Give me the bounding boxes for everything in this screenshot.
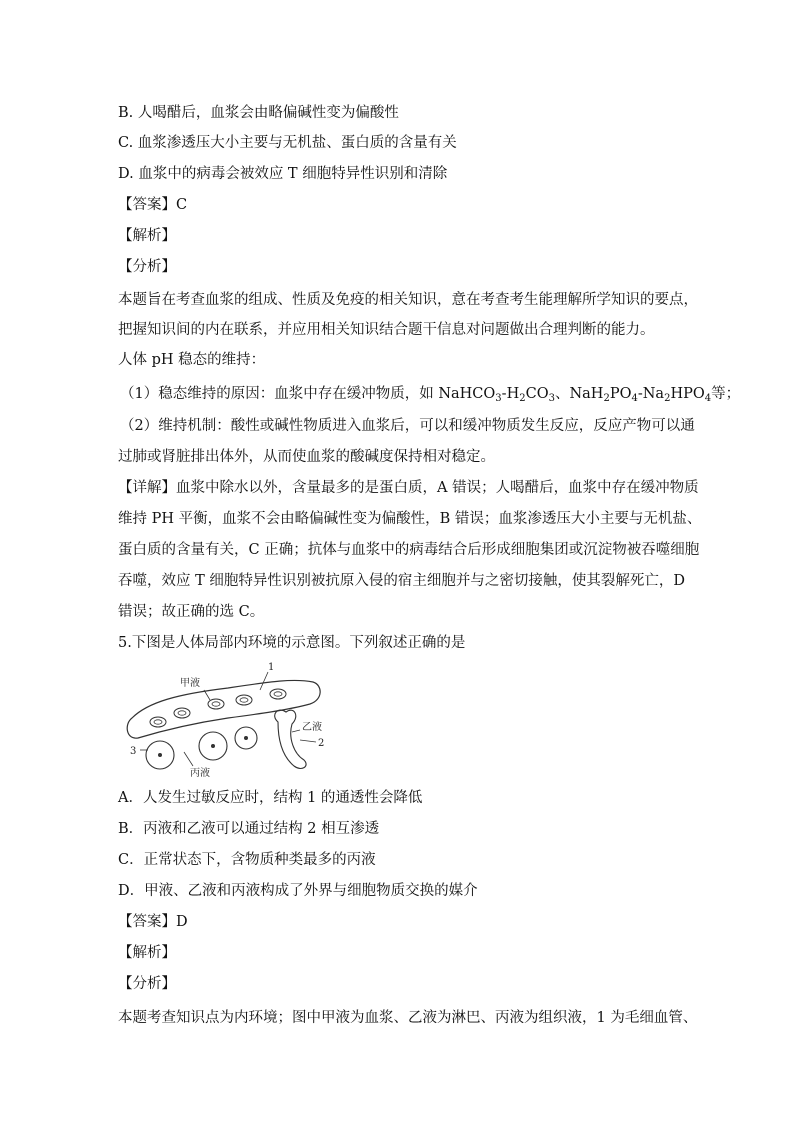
detail-line-3: 蛋白质的含量有关，C 正确；抗体与血浆中的病毒结合后形成细胞集团或沉淀物被吞噬细胞 <box>118 542 700 558</box>
buffer-line: （1）稳态维持的原因：血浆中存在缓冲物质，如 $NaHCO_3-H_2CO_3$、$NaH_2PO_4-Na_2HPO_4$等； <box>120 386 741 404</box>
question-5-stem: 5.下图是人体局部内环境的示意图。下列叙述正确的是 <box>118 635 466 651</box>
mechanism-line-2: 过肺或肾脏排出体外，从而使血浆的酸碱度保持相对稳定。 <box>118 449 495 465</box>
q5-option-d: D．甲液、乙液和丙液构成了外界与细胞物质交换的媒介 <box>118 883 478 899</box>
internal-environment-diagram <box>118 660 348 780</box>
detail-line-5: 错误；故正确的选 C。 <box>118 604 265 620</box>
label-2: 2 <box>318 738 325 749</box>
label-jia: 甲液 <box>180 678 200 689</box>
label-1: 1 <box>268 662 275 673</box>
detail-line-2: 维持 PH 平衡，血浆不会由略偏碱性变为偏酸性，B 错误；血浆渗透压大小主要与无机盐、 <box>118 511 702 527</box>
analysis-heading: 【解析】 <box>118 228 176 244</box>
mechanism-line-1: （2）维持机制：酸性或碱性物质进入血浆后，可以和缓冲物质发生反应，反应产物可以通 <box>120 418 695 434</box>
detail-line-1: 【详解】血浆中除水以外，含量最多的是蛋白质，A 错误；人喝醋后，血浆中存在缓冲物质 <box>118 480 699 496</box>
option-b: B. 人喝醋后，血浆会由略偏碱性变为偏酸性 <box>118 105 399 121</box>
answer-label: 【答案】C <box>118 197 188 213</box>
label-bing: 丙液 <box>190 768 210 779</box>
q5-analysis-paragraph: 本题考查知识点为内环境；图中甲液为血浆、乙液为淋巴、丙液为组织液，1 为毛细血管、 <box>118 1010 698 1026</box>
option-c: C. 血浆渗透压大小主要与无机盐、蛋白质的含量有关 <box>118 135 457 151</box>
analysis-paragraph-1: 本题旨在考查血浆的组成、性质及免疫的相关知识，意在考查考生能理解所学知识的要点， <box>118 292 698 308</box>
label-3: 3 <box>130 746 137 757</box>
q5-option-b: B．丙液和乙液可以通过结构 2 相互渗透 <box>118 821 380 837</box>
q5-answer: 【答案】D <box>118 914 188 930</box>
analysis-subheading: 【分析】 <box>118 259 176 275</box>
ph-heading: 人体 pH 稳态的维持： <box>118 352 266 368</box>
detail-line-4: 吞噬，效应 T 细胞特异性识别被抗原入侵的宿主细胞并与之密切接触，使其裂解死亡，D <box>118 573 686 589</box>
analysis-paragraph-2: 把握知识间的内在联系，并应用相关知识结合题干信息对问题做出合理判断的能力。 <box>118 322 655 338</box>
option-d: D. 血浆中的病毒会被效应 T 细胞特异性识别和清除 <box>118 166 448 182</box>
q5-analysis-subheading: 【分析】 <box>118 976 176 992</box>
q5-option-a: A．人发生过敏反应时，结构 1 的通透性会降低 <box>118 790 423 806</box>
label-yi: 乙液 <box>302 722 322 733</box>
q5-analysis-heading: 【解析】 <box>118 945 176 961</box>
q5-option-c: C．正常状态下，含物质种类最多的丙液 <box>118 852 376 868</box>
